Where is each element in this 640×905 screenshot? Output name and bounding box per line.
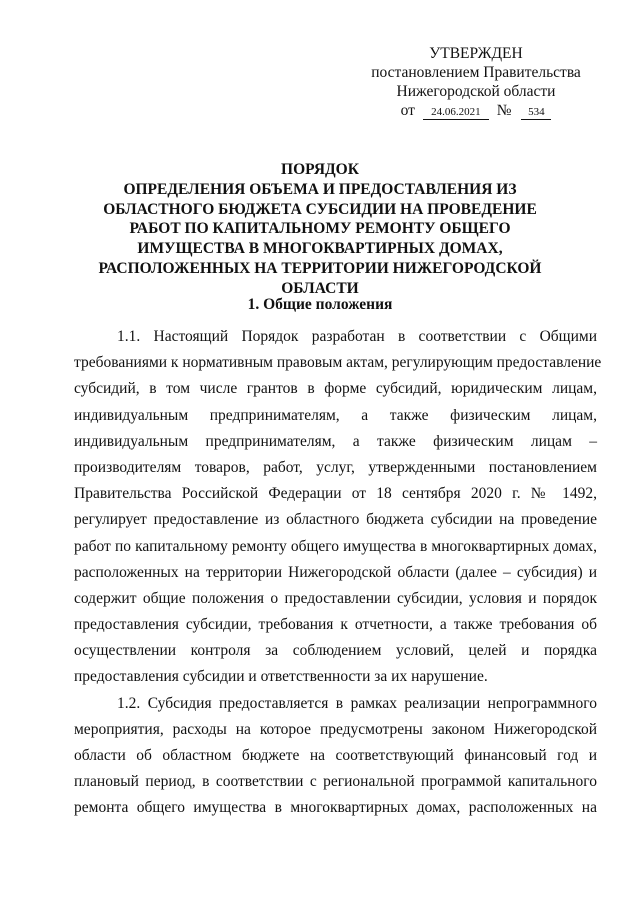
text-line: предоставления субсидии и ответственности за их нарушение. <box>74 668 488 686</box>
approval-number: 534 <box>521 105 551 120</box>
approval-heading: УТВЕРЖДЕН <box>429 45 523 62</box>
text-line: 1.2. Субсидия предоставляется в рамках реализации непрограммного <box>117 694 597 712</box>
text-line: расположенных на территории Нижегородской области (далее – субсидия) и <box>74 563 597 581</box>
text-line: 1.1. Настоящий Порядок разработан в соответствии с Общими <box>117 328 597 345</box>
text-line: Правительства Российской Федерации от 18 сентября 2020 г. № 1492, <box>74 485 597 503</box>
approval-line-resolution: постановлением Правительства <box>371 64 581 81</box>
title-line: ПОРЯДОК <box>281 161 359 178</box>
text-line: содержит общие положения о предоставлении субсидии, условия и порядок <box>74 589 597 607</box>
document-body <box>74 324 602 822</box>
text-line: осуществлении контроля за соблюдением условий, целей и порядка <box>74 642 597 660</box>
approval-number-label: № <box>496 102 512 119</box>
title-line: ОБЛАСТИ <box>281 279 359 297</box>
title-line: ОПРЕДЕЛЕНИЯ ОБЪЕМА И ПРЕДОСТАВЛЕНИЯ ИЗ <box>123 180 517 198</box>
text-line: работ по капитальному ремонту общего имущества в многоквартирных домах, <box>74 537 597 555</box>
approval-line-region: Нижегородской области <box>396 83 556 100</box>
text-line: регулирует предоставление из областного бюджета субсидии на проведение <box>74 511 597 529</box>
approval-date: 24.06.2021 <box>423 105 489 120</box>
section-heading: 1. Общие положения <box>247 296 393 313</box>
title-line: ИМУЩЕСТВА В МНОГОКВАРТИРНЫХ ДОМАХ, <box>137 240 503 258</box>
text-line: ремонта общего имущества в многоквартирных домах, расположенных на <box>74 799 597 817</box>
title-line: РАБОТ ПО КАПИТАЛЬНОМУ РЕМОНТУ ОБЩЕГО <box>129 220 511 238</box>
text-line: субсидий, в том числе грантов в форме субсидий, юридическим лицам, <box>74 380 597 398</box>
document-title <box>60 160 580 299</box>
title-line: ОБЛАСТНОГО БЮДЖЕТА СУБСИДИИ НА ПРОВЕДЕНИЕ <box>103 200 537 218</box>
text-line: индивидуальным предпринимателям, а также физическим лицам, <box>74 406 597 424</box>
text-line: производителям товаров, работ, услуг, утвержденными постановлением <box>74 458 597 476</box>
text-line: требованиями к нормативным правовым актам, регулирующим предоставление <box>74 354 602 372</box>
approval-date-row <box>360 101 592 120</box>
text-line: области об областном бюджете на соответствующий финансовый год и <box>74 747 597 764</box>
paragraph-1-2 <box>74 691 597 822</box>
approval-block <box>360 44 592 120</box>
text-line: индивидуальным предпринимателям, а также физическим лицам – <box>74 432 597 450</box>
text-line: предоставления субсидии, требования к отчетности, а также требования об <box>74 616 597 634</box>
title-line: РАСПОЛОЖЕННЫХ НА ТЕРРИТОРИИ НИЖЕГОРОДСКОЙ <box>98 259 542 277</box>
text-line: плановый период, в соответствии с региональной программой капитального <box>74 773 597 791</box>
paragraph-1-1 <box>74 324 602 691</box>
text-line: мероприятия, расходы на которое предусмотрены законом Нижегородской <box>74 720 597 738</box>
approval-from-label: от <box>400 102 415 119</box>
